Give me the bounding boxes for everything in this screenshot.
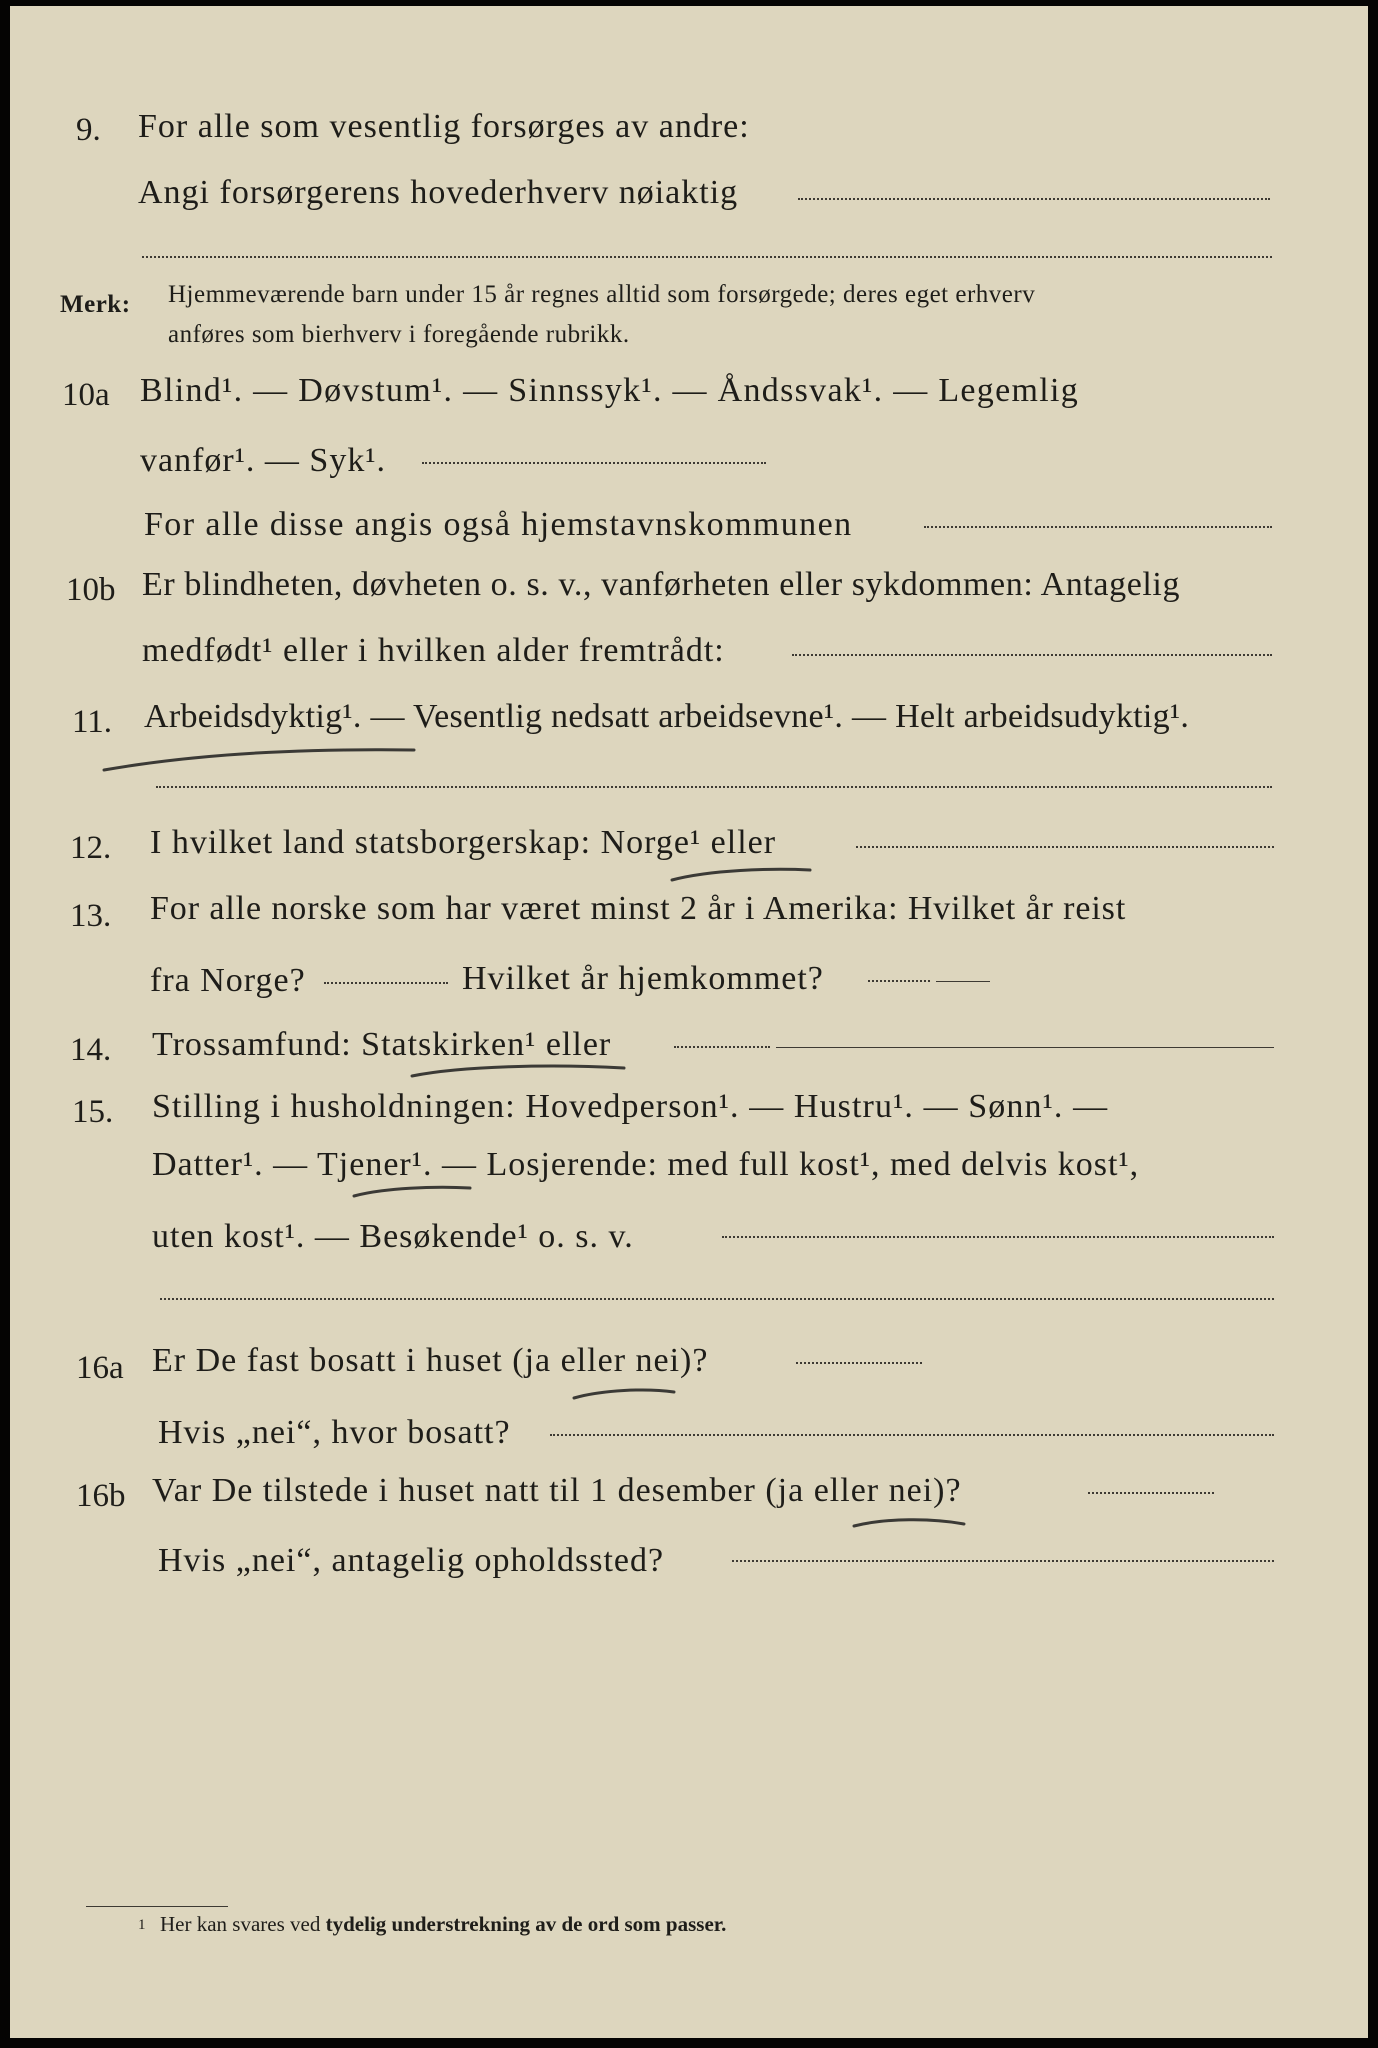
- q14-answer-line[interactable]: [674, 1046, 770, 1048]
- q15-text: Stilling i husholdningen: Hovedperson¹. — Hustru¹. — Sønn¹. —: [152, 1088, 1109, 1125]
- footnote-mark: 1: [138, 1917, 146, 1933]
- footnote-text-plain: Her kan svares ved: [160, 1912, 321, 1936]
- q10b-number: 10b: [66, 572, 116, 608]
- footnote-text-bold: tydelig understrekning av de ord som passer.: [325, 1912, 727, 1936]
- q13-text-2: fra Norge?: [150, 962, 306, 999]
- footnote-rule: [86, 1906, 228, 1907]
- merk-text-2: anføres som bierhverv i foregående rubrikk.: [168, 321, 630, 348]
- q16b-underline-mark: [846, 1510, 976, 1536]
- q14-text: Trossamfund: Statskirken¹ eller: [152, 1026, 612, 1063]
- q16a-text: Er De fast bosatt i huset (ja eller nei)?: [152, 1342, 709, 1379]
- q9-text: For alle som vesentlig forsørges av andre:: [138, 108, 750, 145]
- q16a-where-answer-line[interactable]: [550, 1434, 1274, 1436]
- q13-left-answer-line[interactable]: [324, 982, 448, 984]
- q12-answer-line[interactable]: [856, 846, 1274, 848]
- q13-text-3: Hvilket år hjemkommet?: [462, 960, 824, 997]
- q16a-number: 16a: [76, 1350, 124, 1386]
- q10a-text-3: For alle disse angis også hjemstavnskommunen: [144, 506, 853, 543]
- q10a-text-2: vanfør¹. — Syk¹.: [140, 442, 387, 479]
- q15-text-2: Datter¹. — Tjener¹. — Losjerende: med full kost¹, med delvis kost¹,: [152, 1146, 1140, 1183]
- q16b-place-answer-line[interactable]: [732, 1560, 1274, 1562]
- q13-right-answer-rule: [936, 981, 990, 982]
- q9-number: 9.: [76, 112, 101, 148]
- q9-answer-line-2[interactable]: [142, 256, 1272, 258]
- q10a-text: Blind¹. — Døvstum¹. — Sinnssyk¹. — Åndssvak¹. — Legemlig: [140, 372, 1080, 409]
- q12-number: 12.: [70, 830, 112, 866]
- census-form-page: [10, 6, 1368, 2038]
- q12-underline-mark: [660, 858, 830, 888]
- q10b-text-2: medfødt¹ eller i hvilken alder fremtrådt:: [142, 632, 725, 669]
- q10b-answer-line[interactable]: [792, 654, 1272, 656]
- q11-number: 11.: [72, 704, 113, 740]
- q15-answer-line[interactable]: [722, 1236, 1274, 1238]
- q16a-answer-line[interactable]: [796, 1362, 922, 1364]
- q11-underline-mark: [94, 736, 434, 786]
- q14-answer-rule: [776, 1047, 1274, 1048]
- q10b-text: Er blindheten, døvheten o. s. v., vanførheten eller sykdommen: Antagelig: [142, 566, 1181, 603]
- q16a-underline-mark: [566, 1380, 686, 1406]
- q13-right-answer-line[interactable]: [868, 980, 930, 982]
- q15-number: 15.: [72, 1094, 114, 1130]
- q11-answer-line[interactable]: [156, 786, 1272, 788]
- merk-text: Hjemmeværende barn under 15 år regnes alltid som forsørgede; deres eget erhverv: [168, 281, 1036, 308]
- q10a-number: 10a: [62, 377, 110, 413]
- q15-text-3: uten kost¹. — Besøkende¹ o. s. v.: [152, 1218, 634, 1255]
- q16b-answer-line[interactable]: [1088, 1492, 1214, 1494]
- q11-text: Arbeidsdyktig¹. — Vesentlig nedsatt arbeidsevne¹. — Helt arbeidsudyktig¹.: [144, 698, 1190, 735]
- q15-answer-line-2[interactable]: [160, 1298, 1274, 1300]
- q14-underline-mark: [402, 1058, 642, 1088]
- q10a-home-answer-line[interactable]: [924, 526, 1272, 528]
- q10a-answer-line[interactable]: [422, 462, 766, 464]
- merk-label: Merk:: [60, 291, 131, 318]
- q16b-number: 16b: [76, 1478, 126, 1514]
- q9-text-2: Angi forsørgerens hovederhverv nøiaktig: [138, 174, 739, 211]
- q13-text: For alle norske som har været minst 2 år i Amerika: Hvilket år reist: [150, 890, 1127, 927]
- q15-underline-mark: [344, 1178, 484, 1206]
- q12-text: I hvilket land statsborgerskap: Norge¹ eller: [150, 824, 777, 861]
- q16b-text: Var De tilstede i huset natt til 1 desember (ja eller nei)?: [152, 1472, 962, 1509]
- q16a-text-2: Hvis „nei“, hvor bosatt?: [158, 1414, 511, 1451]
- footnote-text: [160, 1914, 726, 1935]
- q14-number: 14.: [70, 1032, 112, 1068]
- q9-answer-line[interactable]: [798, 198, 1270, 200]
- q16b-text-2: Hvis „nei“, antagelig opholdssted?: [158, 1542, 665, 1579]
- q13-number: 13.: [70, 898, 112, 934]
